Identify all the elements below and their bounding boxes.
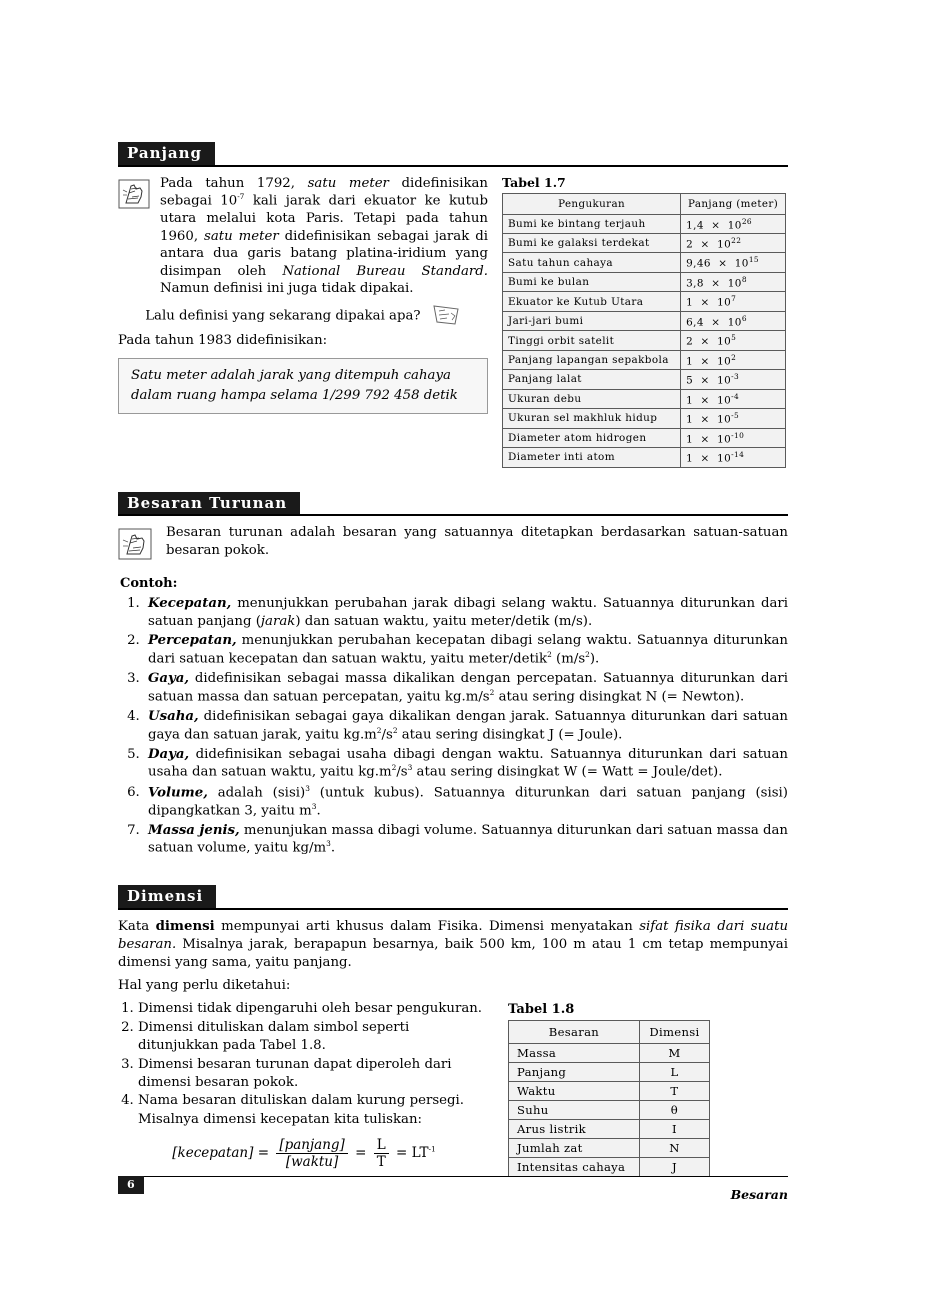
table-row [503,214,786,233]
cell-pengukuran: Satu tahun cahaya [503,253,681,272]
cell-panjang: $1 \times 10^{-4}$ [681,389,786,408]
list-item-term: Usaha, [148,708,199,724]
list-item: 4. Nama besaran dituliskan dalam kurung persegi. [138,1092,490,1110]
cell-dimensi: N [639,1139,709,1158]
cell-besaran: Massa [509,1044,640,1063]
list-item: 3. Gaya, didefinisikan sebagai massa dikalikan dengan percepatan. Satuannya diturunkan dari satuan massa dan satuan percepatan, yaitu $kg.m/s^2$ atau sering disingkat N (= Newton). [144,670,788,706]
page-number: 6 [118,1176,144,1194]
table-row [509,1044,710,1063]
cell-panjang: $1,4 \times 10^{26}$ [681,214,786,233]
list-item-term: Massa jenis, [148,822,240,838]
list-item: 5. Daya, didefinisikan sebagai usaha dibagi dengan waktu. Satuannya diturunkan dari satuan usaha dan satuan waktu, yaitu $kg.m^2/s^3$ atau sering disingkat W (= Watt = Joule/det). [144,746,788,782]
cell-pengukuran: Bumi ke bintang terjauh [503,214,681,233]
cell-besaran: Panjang [509,1063,640,1082]
cell-panjang: $6,4 \times 10^6$ [681,311,786,330]
cell-pengukuran: Jari-jari bumi [503,311,681,330]
cell-besaran: Suhu [509,1101,640,1120]
table-row [503,409,786,428]
cell-panjang: $9,46 \times 10^{15}$ [681,253,786,272]
section-header-dimensi [118,885,788,910]
list-item: 3. Dimensi besaran turunan dapat diperoleh dari dimensi besaran pokok. [138,1056,490,1092]
cell-dimensi: M [639,1044,709,1063]
table-row [509,1158,710,1177]
list-item: 4. Usaha, didefinisikan sebagai gaya dikalikan dengan jarak. Satuannya diturunkan dari satuan gaya dan satuan jarak, yaitu $kg.m^2/s^2$ atau sering disingkat J (= Joule). [144,708,788,744]
cell-besaran: Arus listrik [509,1120,640,1139]
list-item: 6. Volume, adalah (sisi)$^3$ (untuk kubus). Satuannya diturunkan dari satuan panjang (sisi) dipangkatkan 3, yaitu $m^3$. [144,784,788,820]
cell-dimensi: θ [639,1101,709,1120]
table-row [509,1063,710,1082]
panjang-definition-box: Satu meter adalah jarak yang ditempuh cahaya dalam ruang hampa selama 1/299 792 458 detik [118,358,488,414]
cell-pengukuran: Diameter atom hidrogen [503,428,681,447]
page-content [118,0,788,1310]
table-row [503,253,786,272]
panjang-paragraph-2: Pada tahun 1983 didefinisikan: [118,332,328,348]
page-footer [118,1176,788,1202]
cell-panjang: $1 \times 10^{-10}$ [681,428,786,447]
cell-pengukuran: Panjang lalat [503,370,681,389]
table-1-8 [508,1020,710,1177]
dimensi-paragraph: Kata dimensi mempunyai arti khusus dalam Fisika. Dimensi menyatakan sifat fisika dari suatu besaran. Misalnya jarak, berapapun besarnya, baik 500 km, 100 m atau 1 cm tetap mempunyai dimensi yang sama, yaitu panjang. [118,918,789,971]
col-header-dimensi: Dimensi [639,1021,709,1044]
list-item-term: Gaya, [148,671,189,687]
cell-dimensi: I [639,1120,709,1139]
cell-pengukuran: Ekuator ke Kutub Utara [503,292,681,311]
footer-chapter-title: Besaran [730,1187,788,1202]
table-row [503,272,786,291]
cell-pengukuran: Panjang lapangan sepakbola [503,350,681,369]
besaran-turunan-definition: Besaran turunan adalah besaran yang satuannya ditetapkan berdasarkan satuan-satuan besaran pokok. [166,525,788,558]
cell-panjang: $2 \times 10^{22}$ [681,233,786,252]
list-item-term: Kecepatan, [148,596,232,612]
table-1-7 [502,193,786,468]
table-row [509,1139,710,1158]
table-row [509,1120,710,1139]
list-item: 2. Percepatan, menunjukkan perubahan kecepatan dibagi selang waktu. Satuannya diturunkan dari satuan kecepatan dan satuan waktu, yaitu meter/detik$^2$ $(m/s^2)$. [144,632,788,668]
cell-pengukuran: Diameter inti atom [503,448,681,467]
besaran-turunan-list [118,595,788,857]
dimensi-formula: [kecepatan] = $\frac{\text{[panjang]}}{\text{[waktu]}}$ = $\frac{L}{T}$ = $LT^{-1}$ [172,1137,436,1171]
list-item: 1. Dimensi tidak dipengaruhi oleh besar pengukuran. [138,1000,490,1018]
table-row [503,370,786,389]
cell-besaran: Jumlah zat [509,1139,640,1158]
contoh-label: Contoh: [120,576,178,592]
cell-pengukuran: Tinggi orbit satelit [503,331,681,350]
table-1-7-caption: Tabel 1.7 [502,174,566,190]
cell-dimensi: L [639,1063,709,1082]
panjang-paragraph-1: Pada tahun 1792, satu meter didefinisikan sebagai $10^{-7}$ kali jarak dari ekuator ke kutub utara melalui kota Paris. Tetapi pada tahun 1960, satu meter didefinisikan sebagai jarak di antara dua garis batang platina-iridium yang disimpan oleh National Bureau Standard. Namun definisi ini juga tidak dipakai. [160,175,488,297]
cell-pengukuran: Ukuran sel makhluk hidup [503,409,681,428]
dimensi-list-column [118,1000,490,1177]
panjang-text-column [118,175,488,468]
cell-dimensi: T [639,1082,709,1101]
table-1-8-caption: Tabel 1.8 [508,1002,575,1018]
thinking-balloon-icon [431,303,461,329]
table-row [509,1082,710,1101]
cell-panjang: $2 \times 10^5$ [681,331,786,350]
cell-besaran: Intensitas cahaya [509,1158,640,1177]
section-title-panjang: Panjang [118,142,215,166]
panjang-section [118,175,788,468]
list-item: 1. Kecepatan, menunjukkan perubahan jarak dibagi selang waktu. Satuannya diturunkan dari satuan panjang (jarak) dan satuan waktu, yaitu meter/detik (m/s). [144,595,788,630]
cell-panjang: $1 \times 10^2$ [681,350,786,369]
cell-panjang: $5 \times 10^{-3}$ [681,370,786,389]
formula-fraction-2: $\frac{L}{T}$ [374,1137,389,1170]
formula-fraction-1: $\frac{\text{[panjang]}}{\text{[waktu]}}$ [276,1137,348,1170]
table-row [503,311,786,330]
cell-panjang: $1 \times 10^{-14}$ [681,448,786,467]
section-header-panjang [118,142,788,167]
besaran-turunan-intro [118,524,788,562]
table-header-row [509,1021,710,1044]
cell-panjang: $1 \times 10^{-5}$ [681,409,786,428]
table-row [503,428,786,447]
table-row [503,448,786,467]
pointing-hand-icon-2 [118,526,156,562]
section-title-dimensi: Dimensi [118,885,216,909]
cell-besaran: Waktu [509,1082,640,1101]
dimensi-example-lead: Misalnya dimensi kecepatan kita tuliskan: [138,1112,423,1128]
col-header-pengukuran: Pengukuran [503,193,681,214]
pointing-hand-icon [118,177,152,211]
cell-pengukuran: Bumi ke bulan [503,272,681,291]
table-row [503,389,786,408]
cell-pengukuran: Bumi ke galaksi terdekat [503,233,681,252]
cell-dimensi: J [639,1158,709,1177]
list-item-term: Daya, [148,746,190,762]
list-item: 2. Dimensi dituliskan dalam simbol seperti ditunjukkan pada Tabel 1.8. [138,1019,490,1055]
list-item: 7. Massa jenis, menunjukan massa dibagi volume. Satuannya diturunkan dari satuan massa dan satuan volume, yaitu $kg/m^3$. [144,822,788,858]
dimensi-subtitle: Hal yang perlu diketahui: [118,978,291,994]
table-row [503,331,786,350]
table-header-row [503,193,786,214]
table-row [509,1101,710,1120]
table-row [503,350,786,369]
col-header-panjang: Panjang (meter) [681,193,786,214]
panjang-question: Lalu definisi yang sekarang dipakai apa? [118,303,488,329]
table-row [503,233,786,252]
table-row [503,292,786,311]
table-1-7-wrapper [502,175,786,468]
cell-panjang: $3,8 \times 10^8$ [681,272,786,291]
section-title-besaran-turunan: Besaran Turunan [118,492,300,516]
cell-pengukuran: Ukuran debu [503,389,681,408]
col-header-besaran: Besaran [509,1021,640,1044]
cell-panjang: $1 \times 10^7$ [681,292,786,311]
section-header-besaran-turunan [118,492,788,517]
dimensi-list [118,1000,490,1110]
list-item-term: Percepatan, [148,633,237,649]
table-1-8-wrapper [508,1000,740,1177]
list-item-term: Volume, [148,784,208,800]
